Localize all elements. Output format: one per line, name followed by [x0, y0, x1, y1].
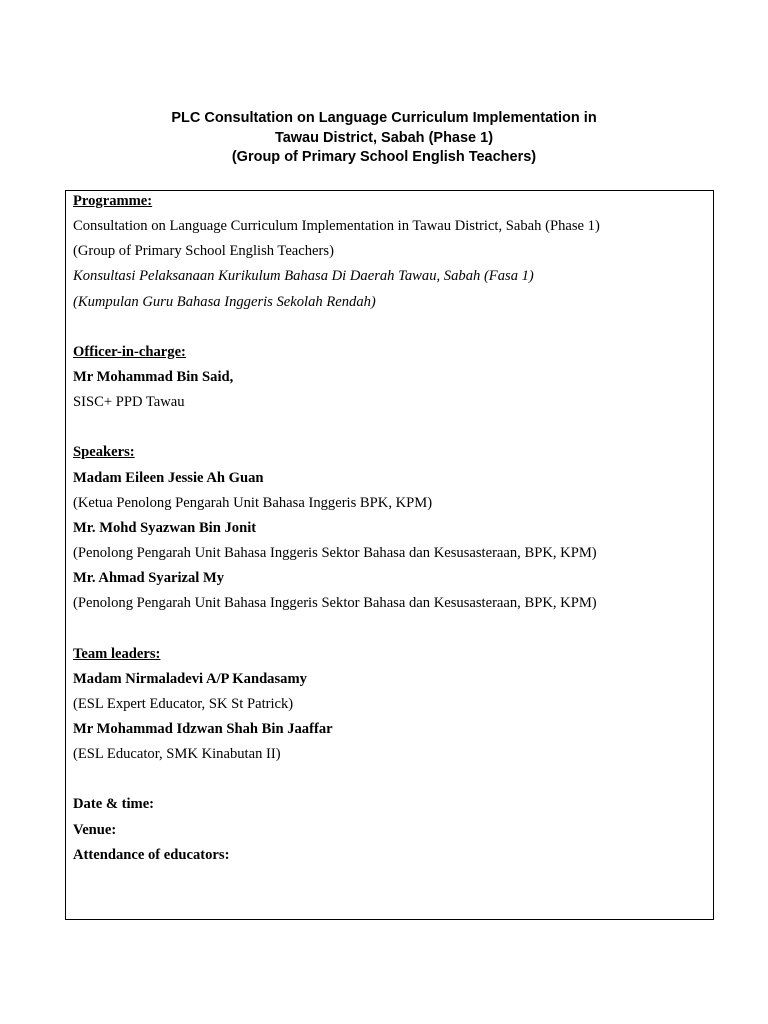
- team-leader-role: (ESL Educator, SMK Kinabutan II): [73, 746, 281, 763]
- programme-details-box: [65, 190, 714, 920]
- programme-heading: Programme:: [73, 193, 153, 209]
- team-leader-name: Madam Nirmaladevi A/P Kandasamy: [73, 670, 307, 687]
- officer-heading: Officer-in-charge:: [73, 343, 186, 360]
- speaker-role: (Ketua Penolong Pengarah Unit Bahasa Inggeris BPK, KPM): [73, 494, 433, 511]
- attendance-label: Attendance of educators:: [73, 846, 230, 863]
- officer-position: SISC+ PPD Tawau: [73, 394, 185, 411]
- date-time-label: Date & time:: [73, 796, 155, 813]
- programme-line-1: Consultation on Language Curriculum Implementation in Tawau District, Sabah (Phase 1): [73, 218, 600, 235]
- speaker-name: Madam Eileen Jessie Ah Guan: [73, 469, 264, 486]
- officer-name: Mr Mohammad Bin Said,: [73, 368, 234, 385]
- spacer: [73, 315, 713, 340]
- programme-line-2: (Group of Primary School English Teachers): [73, 243, 334, 260]
- speaker-name: Mr. Ahmad Syarizal My: [73, 570, 225, 587]
- title-line-3: (Group of Primary School English Teachers): [231, 149, 537, 165]
- venue-label: Venue:: [73, 821, 117, 838]
- spacer: [73, 415, 713, 440]
- programme-line-malay-1: Konsultasi Pelaksanaan Kurikulum Bahasa Di Daerah Tawau, Sabah (Fasa 1): [73, 268, 534, 285]
- spacer: [73, 616, 713, 641]
- document-title: [0, 109, 768, 168]
- team-leader-role: (ESL Expert Educator, SK St Patrick): [73, 695, 294, 712]
- speaker-role: (Penolong Pengarah Unit Bahasa Inggeris Sektor Bahasa dan Kesusasteraan, BPK, KPM): [73, 595, 597, 612]
- speakers-heading: Speakers:: [73, 444, 135, 461]
- title-line-2: Tawau District, Sabah (Phase 1): [274, 129, 494, 146]
- speaker-role: (Penolong Pengarah Unit Bahasa Inggeris Sektor Bahasa dan Kesusasteraan, BPK, KPM): [73, 544, 597, 561]
- spacer: [73, 767, 713, 792]
- programme-line-malay-2: (Kumpulan Guru Bahasa Inggeris Sekolah Rendah): [73, 293, 376, 310]
- team-leaders-heading: Team leaders:: [73, 645, 161, 662]
- team-leader-name: Mr Mohammad Idzwan Shah Bin Jaaffar: [73, 720, 333, 737]
- title-line-1: PLC Consultation on Language Curriculum Implementation in: [171, 110, 597, 126]
- speaker-name: Mr. Mohd Syazwan Bin Jonit: [73, 519, 257, 536]
